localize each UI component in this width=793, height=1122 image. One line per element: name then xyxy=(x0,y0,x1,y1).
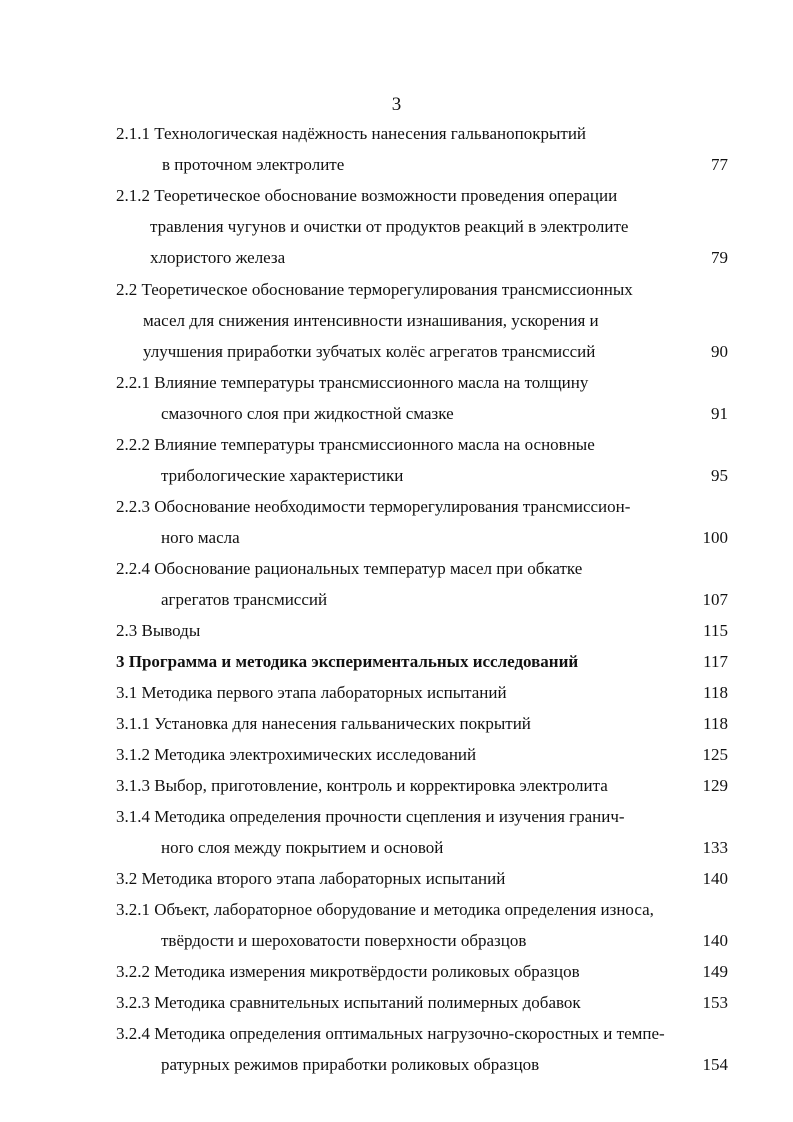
toc-entry-line: 3.2.3 Методика сравнительных испытаний полимерных добавок xyxy=(116,993,581,1012)
toc-entry-line: ратурных режимов приработки роликовых образцов xyxy=(161,1055,540,1074)
toc-entry-line: ного слоя между покрытием и основой xyxy=(161,838,444,857)
toc-page-number: 117 xyxy=(703,652,728,671)
toc-entry-line: агрегатов трансмиссий xyxy=(161,590,328,609)
toc-entry-line: 2.2.3 Обоснование необходимости терморегулирования трансмиссион- xyxy=(116,497,631,516)
toc-page-number: 125 xyxy=(702,745,728,764)
toc-entry-line: твёрдости и шероховатости поверхности образцов xyxy=(161,931,527,950)
toc-entry-line: хлористого железа xyxy=(150,248,286,267)
toc-page-number: 107 xyxy=(702,590,728,609)
toc-entry-line: 2.2 Теоретическое обоснование терморегулирования трансмиссионных xyxy=(116,280,633,299)
toc-entry-line: 3.1.2 Методика электрохимических исследований xyxy=(116,745,477,764)
toc-entry-line: 3.2.2 Методика измерения микротвёрдости роликовых образцов xyxy=(116,962,580,981)
toc-page-number: 90 xyxy=(711,342,728,361)
toc-chapter-heading: 3 Программа и методика экспериментальных исследований xyxy=(116,652,579,671)
toc-page-number: 77 xyxy=(711,155,728,174)
toc-entry-line: трибологические характеристики xyxy=(161,466,404,485)
toc-entry-line: 3.2.1 Объект, лабораторное оборудование и методика определения износа, xyxy=(116,900,654,919)
toc-page-number: 140 xyxy=(702,869,728,888)
toc-page-number: 79 xyxy=(711,248,728,267)
toc-entry-line: 3.1.4 Методика определения прочности сцепления и изучения гранич- xyxy=(116,807,625,826)
toc-page-number: 154 xyxy=(702,1055,728,1074)
toc-entry-line: 2.1.2 Теоретическое обоснование возможности проведения операции xyxy=(116,186,618,205)
toc-page-number: 118 xyxy=(703,683,728,702)
toc-page-number: 118 xyxy=(703,714,728,733)
toc-entry-line: 2.3 Выводы xyxy=(116,621,201,640)
toc-page-number: 140 xyxy=(702,931,728,950)
toc-entry-line: 3.1.1 Установка для нанесения гальванических покрытий xyxy=(116,714,531,733)
page-number: 3 xyxy=(391,94,402,115)
toc-entry-line: 3.2 Методика второго этапа лабораторных испытаний xyxy=(116,869,506,888)
toc-page-number: 100 xyxy=(702,528,728,547)
toc-page-number: 153 xyxy=(702,993,728,1012)
toc-page-number: 149 xyxy=(702,962,728,981)
toc-entry-line: 3.2.4 Методика определения оптимальных нагрузочно-скоростных и темпе- xyxy=(116,1024,665,1043)
toc-entry-line: 3.1.3 Выбор, приготовление, контроль и корректировка электролита xyxy=(116,776,608,795)
toc-entry-line: масел для снижения интенсивности изнашивания, ускорения и xyxy=(143,311,599,330)
toc-entry-line: в проточном электролите xyxy=(162,155,345,174)
toc-entry-line: 2.2.4 Обоснование рациональных температур масел при обкатке xyxy=(116,559,583,578)
toc-entry-line: ного масла xyxy=(161,528,240,547)
toc-entry-line: 2.2.1 Влияние температуры трансмиссионного масла на толщину xyxy=(116,373,589,392)
toc-entry-line: 2.1.1 Технологическая надёжность нанесения гальванопокрытий xyxy=(116,124,587,143)
toc-entry-line: травления чугунов и очистки от продуктов реакций в электролите xyxy=(150,217,629,236)
toc-entry-line: улучшения приработки зубчатых колёс агрегатов трансмиссий xyxy=(143,342,596,361)
toc-page-number: 91 xyxy=(711,404,728,423)
toc-page-number: 95 xyxy=(711,466,728,485)
toc-page-number: 115 xyxy=(703,621,728,640)
toc-page-number: 133 xyxy=(702,838,728,857)
toc-entry-line: 3.1 Методика первого этапа лабораторных испытаний xyxy=(116,683,507,702)
toc-entry-line: смазочного слоя при жидкостной смазке xyxy=(161,404,454,423)
toc-entry-line: 2.2.2 Влияние температуры трансмиссионного масла на основные xyxy=(116,435,595,454)
toc-page-number: 129 xyxy=(702,776,728,795)
